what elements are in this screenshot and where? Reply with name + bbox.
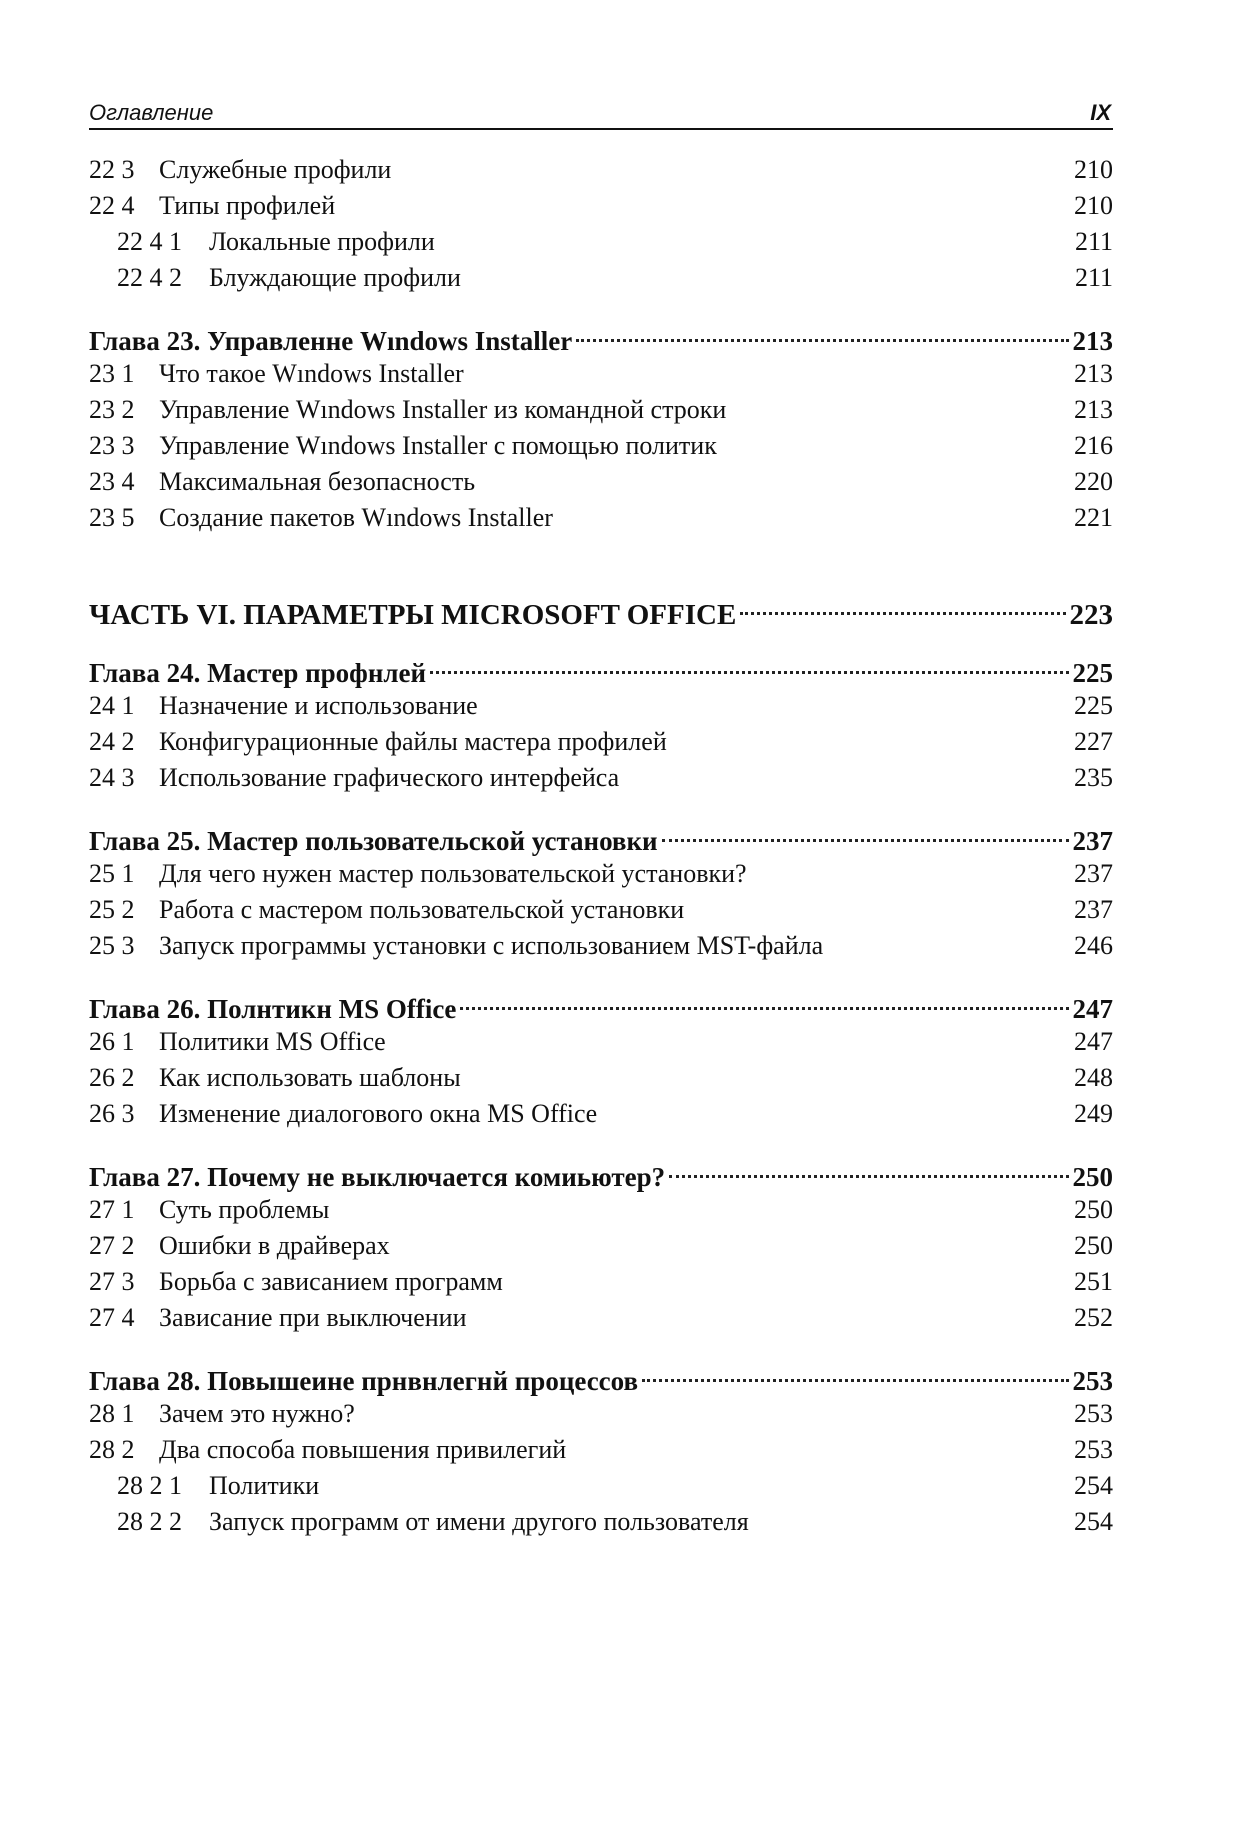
entry-number: 23 3 xyxy=(89,431,135,460)
running-header xyxy=(89,96,1113,130)
toc-entry[interactable] xyxy=(89,188,1113,224)
entry-number: 28 2 1 xyxy=(117,1471,182,1500)
entry-number: 22 4 xyxy=(89,191,135,220)
dot-leader xyxy=(576,312,1068,350)
toc-entry[interactable] xyxy=(89,1228,1113,1264)
entry-number: 28 2 xyxy=(89,1435,135,1464)
entry-title: Конфигурационные файлы мастера профилей xyxy=(159,727,667,756)
toc-page xyxy=(89,96,1113,1540)
toc-entry[interactable] xyxy=(89,1432,1113,1468)
entry-number: 24 2 xyxy=(89,727,135,756)
chapter-page: 250 xyxy=(1072,1162,1113,1192)
toc-entry[interactable] xyxy=(89,500,1113,536)
part-heading-6[interactable] xyxy=(89,584,1113,631)
entry-title: Что такое Wındows Installer xyxy=(159,359,464,388)
part-page: 223 xyxy=(1069,599,1113,631)
entry-title: Зависание при выключении xyxy=(159,1303,467,1332)
entry-page: 221 xyxy=(1074,503,1113,532)
toc-entry[interactable] xyxy=(89,760,1113,796)
entry-page: 216 xyxy=(1074,431,1113,460)
chapter-heading-27[interactable] xyxy=(89,1148,1113,1192)
part-title: ЧАСТЬ VI. ПАРАМЕТРЫ MICROSOFT OFFICE xyxy=(89,599,737,631)
toc-entry[interactable] xyxy=(89,1060,1113,1096)
entry-page: 251 xyxy=(1074,1267,1113,1296)
entry-number: 22 4 2 xyxy=(117,263,182,292)
entry-title: Политики MS Office xyxy=(159,1027,386,1056)
page-folio: IX xyxy=(1090,100,1111,125)
entry-number: 26 1 xyxy=(89,1027,135,1056)
entry-page: 250 xyxy=(1074,1195,1113,1224)
chapter-page: 237 xyxy=(1072,826,1113,856)
entry-page: 237 xyxy=(1074,895,1113,924)
entry-title: Типы профилей xyxy=(159,191,336,220)
entry-page: 211 xyxy=(1074,263,1113,292)
entry-page: 249 xyxy=(1074,1099,1113,1128)
entry-page: 213 xyxy=(1074,359,1113,388)
entry-number: 25 1 xyxy=(89,859,135,888)
entry-title: Максимальная безопасность xyxy=(159,467,476,496)
chapter-heading-24[interactable] xyxy=(89,644,1113,688)
entry-title: Борьба с зависанием программ xyxy=(159,1267,503,1296)
entry-title: Суть проблемы xyxy=(159,1195,330,1224)
toc-entry[interactable] xyxy=(89,1396,1113,1432)
toc-entry[interactable] xyxy=(89,464,1113,500)
entry-page: 210 xyxy=(1074,155,1113,184)
entry-number: 26 2 xyxy=(89,1063,135,1092)
chapter-page: 225 xyxy=(1072,658,1113,688)
toc-entry[interactable] xyxy=(89,892,1113,928)
dot-leader xyxy=(740,584,1065,624)
toc-entry[interactable] xyxy=(89,928,1113,964)
dot-leader xyxy=(669,1148,1068,1186)
entry-number: 28 1 xyxy=(89,1399,135,1428)
entry-number: 27 2 xyxy=(89,1231,135,1260)
entry-page: 250 xyxy=(1074,1231,1113,1260)
entry-number: 27 4 xyxy=(89,1303,135,1332)
entry-title: Использование графического интерфейса xyxy=(159,763,620,792)
entry-number: 22 4 1 xyxy=(117,227,182,256)
entry-page: 254 xyxy=(1074,1471,1113,1500)
entry-title: Зачем это нужно? xyxy=(159,1399,355,1428)
entry-page: 253 xyxy=(1074,1435,1113,1464)
toc-entry[interactable] xyxy=(89,1300,1113,1336)
entry-title: Блуждающие профили xyxy=(209,263,461,292)
entry-title: Запуск программы установки с использованием MST-файла xyxy=(159,931,824,960)
entry-number: 25 2 xyxy=(89,895,135,924)
entry-title: Локальные профили xyxy=(209,227,435,256)
chapter-title: Глава 27. Почему не выключается комиьютер? xyxy=(89,1162,666,1192)
entry-page: 235 xyxy=(1074,763,1113,792)
entry-number: 28 2 2 xyxy=(117,1507,182,1536)
dot-leader xyxy=(662,812,1069,850)
entry-number: 24 3 xyxy=(89,763,135,792)
entry-title: Политики xyxy=(209,1471,320,1500)
chapter-heading-28[interactable] xyxy=(89,1352,1113,1396)
entry-number: 23 1 xyxy=(89,359,135,388)
toc-entry[interactable] xyxy=(89,392,1113,428)
entry-title: Создание пакетов Wındows Installer xyxy=(159,503,553,532)
entry-page: 253 xyxy=(1074,1399,1113,1428)
entry-number: 23 2 xyxy=(89,395,135,424)
toc-subentry[interactable] xyxy=(89,224,1113,260)
toc-entry[interactable] xyxy=(89,1096,1113,1132)
entry-number: 25 3 xyxy=(89,931,135,960)
entry-number: 27 3 xyxy=(89,1267,135,1296)
entry-page: 246 xyxy=(1074,931,1113,960)
entry-page: 210 xyxy=(1074,191,1113,220)
chapter-page: 213 xyxy=(1072,326,1113,356)
table-of-contents xyxy=(89,152,1113,1540)
entry-title: Ошибки в драйверах xyxy=(159,1231,390,1260)
chapter-title: Глава 23. Управленне Wındows Installer xyxy=(89,326,573,356)
entry-page: 254 xyxy=(1074,1507,1113,1536)
entry-title: Для чего нужен мастер пользовательской установки? xyxy=(159,859,747,888)
toc-subentry[interactable] xyxy=(89,260,1113,296)
entry-page: 213 xyxy=(1074,395,1113,424)
toc-entry[interactable] xyxy=(89,428,1113,464)
section-title: Оглавление xyxy=(89,100,214,125)
entry-title: Назначение и использование xyxy=(159,691,478,720)
toc-entry[interactable] xyxy=(89,724,1113,760)
chapter-title: Глава 26. Полнтикн MS Office xyxy=(89,994,457,1024)
dot-leader xyxy=(460,980,1068,1018)
toc-subentry[interactable] xyxy=(89,1468,1113,1504)
entry-number: 27 1 xyxy=(89,1195,135,1224)
dot-leader xyxy=(642,1352,1068,1390)
entry-number: 23 5 xyxy=(89,503,135,532)
entry-title: Как использовать шаблоны xyxy=(159,1063,461,1092)
chapter-title: Глава 24. Мастер профнлей xyxy=(89,658,427,688)
entry-page: 220 xyxy=(1074,467,1113,496)
entry-number: 24 1 xyxy=(89,691,135,720)
entry-title: Изменение диалогового окна MS Office xyxy=(159,1099,598,1128)
toc-entry[interactable] xyxy=(89,856,1113,892)
entry-title: Запуск программ от имени другого пользователя xyxy=(209,1507,749,1536)
chapter-title: Глава 25. Мастер пользовательской установки xyxy=(89,826,658,856)
entry-number: 26 3 xyxy=(89,1099,135,1128)
entry-title: Служебные профили xyxy=(159,155,392,184)
entry-title: Управление Wındows Installer с помощью политик xyxy=(159,431,717,460)
entry-page: 211 xyxy=(1074,227,1113,256)
entry-number: 23 4 xyxy=(89,467,135,496)
chapter-heading-26[interactable] xyxy=(89,980,1113,1024)
toc-subentry[interactable] xyxy=(89,1504,1113,1540)
entry-title: Два способа повышения привилегий xyxy=(159,1435,567,1464)
entry-page: 227 xyxy=(1074,727,1113,756)
chapter-page: 253 xyxy=(1072,1366,1113,1396)
toc-entry[interactable] xyxy=(89,356,1113,392)
toc-entry[interactable] xyxy=(89,688,1113,724)
entry-number: 22 3 xyxy=(89,155,135,184)
toc-entry[interactable] xyxy=(89,1024,1113,1060)
entry-page: 247 xyxy=(1074,1027,1113,1056)
chapter-heading-25[interactable] xyxy=(89,812,1113,856)
entry-page: 252 xyxy=(1074,1303,1113,1332)
entry-page: 237 xyxy=(1074,859,1113,888)
toc-entry[interactable] xyxy=(89,152,1113,188)
chapter-heading-23[interactable] xyxy=(89,312,1113,356)
dot-leader xyxy=(430,644,1068,682)
chapter-title: Глава 28. Повышеине прнвнлегнй процессов xyxy=(89,1366,639,1396)
chapter-page: 247 xyxy=(1072,994,1113,1024)
toc-entry[interactable] xyxy=(89,1264,1113,1300)
entry-page: 225 xyxy=(1074,691,1113,720)
entry-title: Работа с мастером пользовательской установки xyxy=(159,895,685,924)
entry-title: Управление Wındows Installer из командной строки xyxy=(159,395,727,424)
toc-entry[interactable] xyxy=(89,1192,1113,1228)
entry-page: 248 xyxy=(1074,1063,1113,1092)
